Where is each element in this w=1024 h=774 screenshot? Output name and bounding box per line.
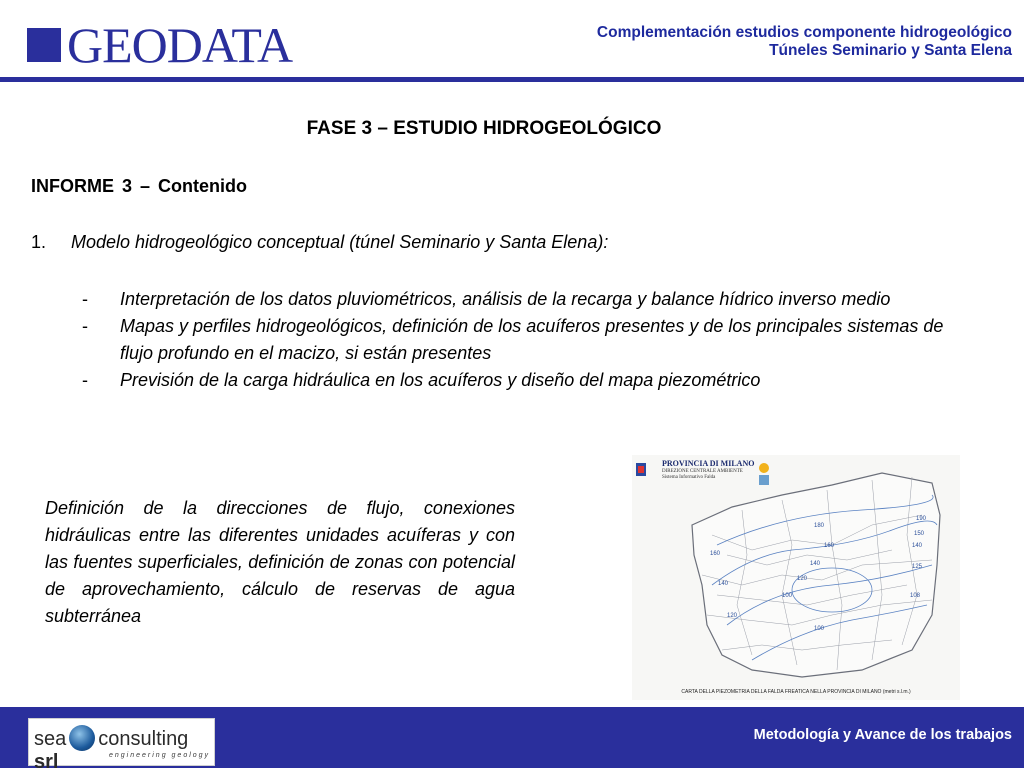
description-paragraph: Definición de la direcciones de flujo, conexiones hidráulicas entre las diferentes unidades acuíferas y con las fuentes superficiales, definición de zonas con potencial de aprovechamiento, cálculo de reservas de agua subterránea bbox=[45, 498, 515, 626]
bullet-text: Interpretación de los datos pluviométricos, análisis de la recarga y balance hídrico inverso medio bbox=[120, 289, 891, 309]
list-item-number: 1. bbox=[31, 232, 47, 252]
bullet-item bbox=[82, 313, 962, 367]
list-item-text: Modelo hidrogeológico conceptual (túnel Seminario y Santa Elena): bbox=[71, 232, 609, 252]
slide-subtitle: INFORME 3 – Contenido bbox=[31, 176, 247, 196]
contour-label: 150 bbox=[914, 531, 925, 537]
contour-label: 120 bbox=[727, 613, 738, 619]
header-line-2: Túneles Seminario y Santa Elena bbox=[769, 42, 1012, 59]
piezometric-map bbox=[632, 455, 960, 700]
logo-square bbox=[27, 28, 61, 62]
map-subheading-1: DIREZIONE CENTRALE AMBIENTE bbox=[662, 469, 743, 474]
sea-consulting-logo bbox=[28, 718, 215, 773]
bullet-dash: - bbox=[82, 316, 88, 336]
contour-label: 160 bbox=[710, 551, 721, 557]
bullet-item bbox=[82, 367, 962, 394]
bullet-text: Previsión de la carga hidráulica en los acuíferos y diseño del mapa piezométrico bbox=[120, 370, 761, 390]
contour-label: 180 bbox=[814, 523, 825, 529]
contour-label: 108 bbox=[910, 593, 921, 599]
list-item-1 bbox=[31, 232, 608, 253]
contour-label: 125 bbox=[912, 564, 923, 570]
slide-title: FASE 3 – ESTUDIO HIDROGEOLÓGICO bbox=[306, 118, 662, 139]
contour-label: 140 bbox=[912, 543, 923, 549]
map-heading: PROVINCIA DI MILANO bbox=[662, 459, 755, 468]
sea-logo-consulting: consulting bbox=[98, 728, 189, 750]
bullet-dash: - bbox=[82, 370, 88, 390]
geodata-logo bbox=[27, 17, 293, 73]
province-outline bbox=[692, 473, 940, 677]
bullet-text: Mapas y perfiles hidrogeológicos, definición de los acuíferos presentes y de los principales sistemas de flujo profundo en el macizo, si están presentes bbox=[120, 316, 944, 363]
contour-label: 100 bbox=[782, 593, 793, 599]
sea-logo-srl: srl bbox=[34, 751, 59, 773]
emblem-box bbox=[759, 475, 769, 485]
top-divider bbox=[0, 77, 1024, 82]
globe-icon bbox=[69, 725, 95, 751]
coat-of-arms-detail bbox=[638, 466, 644, 473]
sea-logo-tagline: engineering geology bbox=[109, 752, 211, 759]
contour-label: 120 bbox=[797, 576, 808, 582]
bullet-item bbox=[82, 286, 962, 313]
bullet-list bbox=[82, 286, 962, 394]
contour-label: 160 bbox=[824, 543, 835, 549]
header-subtitle bbox=[597, 24, 1012, 60]
contour-label: 100 bbox=[814, 626, 825, 632]
footer-title: Metodología y Avance de los trabajos bbox=[753, 727, 1012, 743]
sea-logo-sea: sea bbox=[34, 728, 67, 750]
contour-label: 190 bbox=[916, 516, 927, 522]
header-line-1: Complementación estudios componente hidrogeológico bbox=[596, 24, 1012, 41]
contour-label: 140 bbox=[718, 581, 729, 587]
map-subheading-2: Sistema Informativo Falda bbox=[662, 475, 716, 480]
logo-text: GEODATA bbox=[67, 17, 293, 73]
contour-label: 140 bbox=[810, 561, 821, 567]
map-subheading bbox=[662, 469, 743, 481]
bullet-dash: - bbox=[82, 289, 88, 309]
sea-logo-wordmark bbox=[34, 725, 214, 774]
sun-emblem-icon bbox=[759, 463, 769, 473]
map-caption: CARTA DELLA PIEZOMETRIA DELLA FALDA FREATICA NELLA PROVINCIA DI MILANO (metri s.l.m.) bbox=[681, 689, 911, 695]
map-drawing bbox=[632, 455, 960, 700]
